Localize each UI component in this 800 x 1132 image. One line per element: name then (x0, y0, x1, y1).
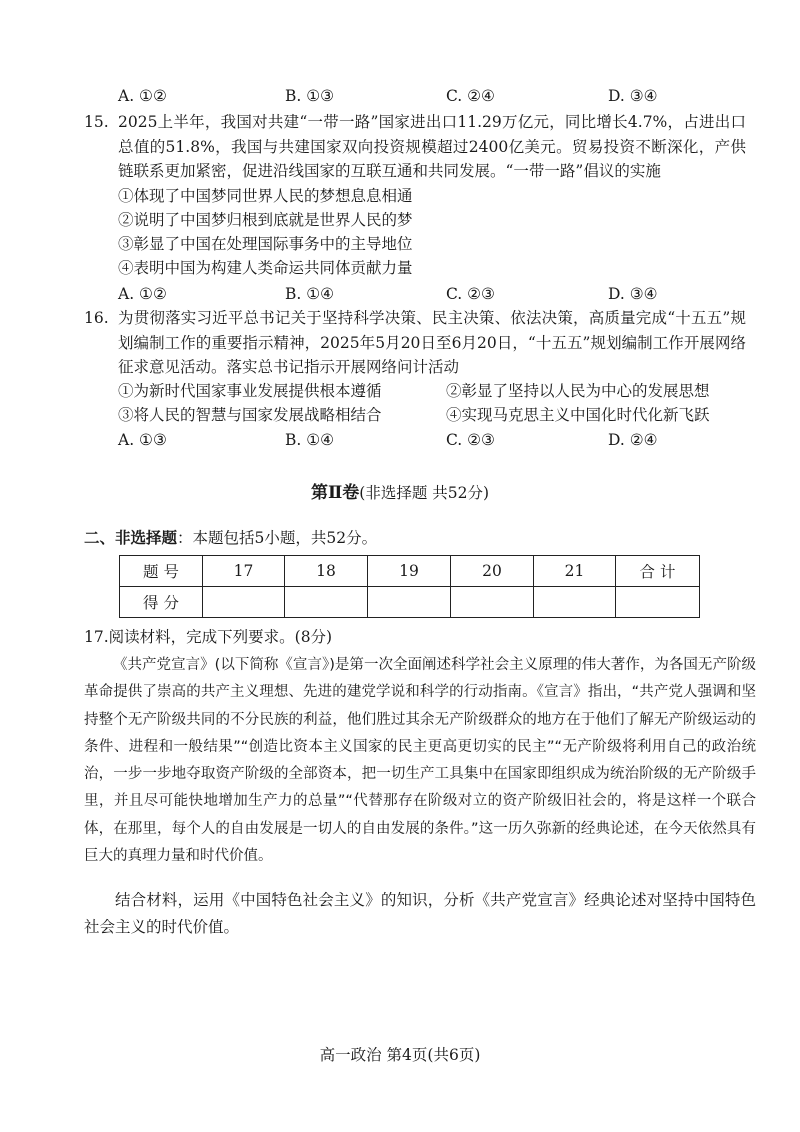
q16-option-a: A. ①③ (118, 431, 167, 449)
q16-statement-4: ④实现马克思主义中国化时代化新飞跃 (446, 406, 710, 424)
score-table-cell: 合 计 (616, 556, 700, 587)
score-input-17[interactable] (203, 587, 285, 618)
q15-statement-4: ④表明中国为构建人类命运共同体贡献力量 (118, 259, 413, 277)
q16-statement-2: ②彰显了坚持以人民为中心的发展思想 (446, 382, 710, 400)
q16-option-c: C. ②③ (446, 431, 495, 449)
score-input-18[interactable] (285, 587, 368, 618)
q16-option-d: D. ②④ (608, 431, 658, 449)
q15-option-c: C. ②③ (446, 285, 495, 303)
q15-statement-1: ①体现了中国梦同世界人民的梦想息息相通 (118, 187, 413, 205)
score-table-cell: 19 (368, 556, 451, 587)
part2-heading-text: ：本题包括5小题，共52分。 (177, 529, 378, 547)
q15-option-d: D. ③④ (608, 285, 658, 303)
q15-stem: 2025上半年，我国对共建“一带一路”国家进出口11.29万亿元，同比增长4.7%，占进出口总值的51.8%，我国与共建国家双向投资规模超过2400亿美元。贸易投资不断深化，产供链联系更加紧密，促进沿线国家的互联互通和共同发展。“一带一路”倡议的实施 (118, 113, 746, 180)
q14-option-d: D. ③④ (608, 87, 658, 105)
page-footer: 高一政治 第4页(共6页) (319, 1046, 481, 1064)
score-input-total[interactable] (616, 587, 700, 618)
score-input-20[interactable] (451, 587, 534, 618)
q16-statement-3: ③将人民的智慧与国家发展战略相结合 (118, 406, 382, 424)
q16-statement-1: ①为新时代国家事业发展提供根本遵循 (118, 382, 382, 400)
q16-stem: 为贯彻落实习近平总书记关于坚持科学决策、民主决策、依法决策，高质量完成“十五五”规划编制工作的重要指示精神，2025年5月20日至6月20日，“十五五”规划编制工作开展网络征求意见活动。落实总书记指示开展网络问计活动 (118, 309, 746, 376)
score-table-header-row (120, 556, 700, 587)
section-subtitle: (非选择题 共52分) (359, 484, 490, 502)
score-input-19[interactable] (368, 587, 451, 618)
q14-option-b: B. ①③ (285, 87, 335, 105)
q15-option-b: B. ①④ (285, 285, 335, 303)
q15-number: 15. (84, 113, 109, 131)
score-table-cell: 18 (285, 556, 368, 587)
q17-header: 17.阅读材料，完成下列要求。(8分) (84, 628, 333, 646)
score-table-cell: 得 分 (120, 587, 203, 618)
part2-heading (84, 527, 377, 549)
score-table-cell: 题 号 (120, 556, 203, 587)
score-table-cell: 17 (203, 556, 285, 587)
section-title-main: 第Ⅱ卷 (310, 483, 360, 503)
q15-statement-3: ③彰显了中国在处理国际事务中的主导地位 (118, 235, 413, 253)
q14-option-a: A. ①② (118, 87, 167, 105)
score-table (119, 555, 700, 618)
score-table-score-row (120, 587, 700, 618)
score-table-cell: 21 (534, 556, 616, 587)
q14-option-c: C. ②④ (446, 87, 495, 105)
score-table-cell: 20 (451, 556, 534, 587)
q15-option-a: A. ①② (118, 285, 167, 303)
score-input-21[interactable] (534, 587, 616, 618)
q16-number: 16. (84, 309, 109, 327)
q17-task: 结合材料，运用《中国特色社会主义》的知识，分析《共产党宣言》经典论述对坚持中国特色社会主义的时代价值。 (84, 891, 756, 936)
q16-option-b: B. ①④ (285, 431, 335, 449)
q15-statement-2: ②说明了中国梦归根到底就是世界人民的梦 (118, 211, 413, 229)
part2-heading-label: 二、非选择题 (84, 528, 178, 547)
section-title (0, 478, 800, 503)
q17-material: 《共产党宣言》(以下简称《宣言》)是第一次全面阐述科学社会主义原理的伟大著作，为各国无产阶级革命提供了崇高的共产主义理想、先进的建党学说和科学的行动指南。《宣言》指出，“共产党人强调和坚持整个无产阶级共同的不分民族的利益，他们胜过其余无产阶级群众的地方在于他们了解无产阶级运动的条件、进程和一般结果”“创造比资本主义国家的民主更高更切实的民主”“无产阶级将利用自己的政治统治，一步一步地夺取资产阶级的全部资本，把一切生产工具集中在国家即组织成为统治阶级的无产阶级手里，并且尽可能快地增加生产力的总量”“代替那存在阶级对立的资产阶级旧社会的，将是这样一个联合体，在那里，每个人的自由发展是一切人的自由发展的条件。”这一历久弥新的经典论述，在今天依然具有巨大的真理力量和时代价值。 (84, 657, 756, 865)
